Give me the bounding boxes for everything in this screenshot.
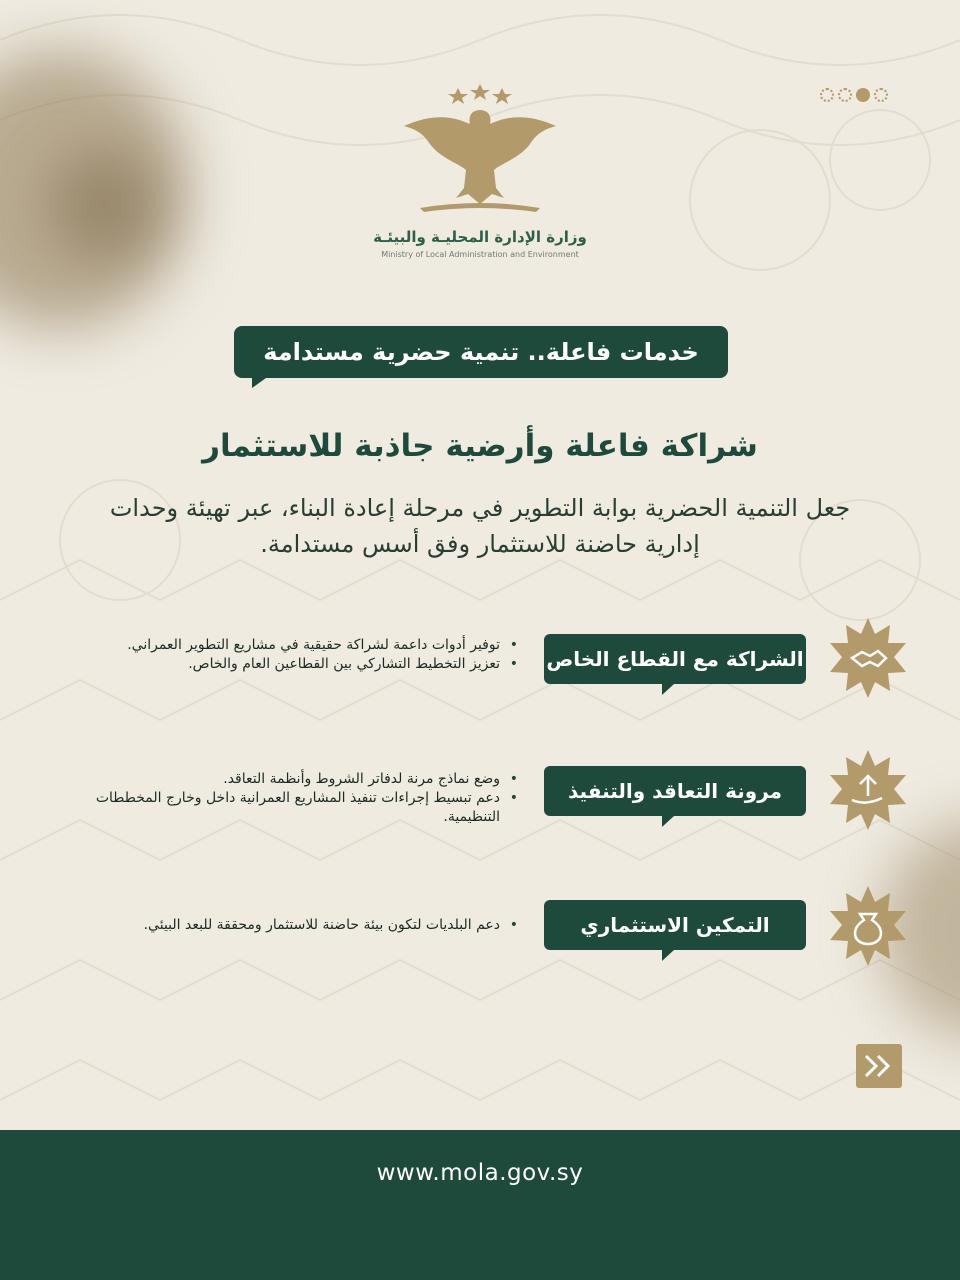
list-item: • توفير أدوات داعمة لشراكة حقيقية في مشاريع التطوير العمراني. (42, 636, 522, 655)
section-label-text: مرونة التعاقد والتنفيذ (567, 779, 783, 803)
footer-url[interactable]: www.mola.gov.sy (376, 1160, 584, 1186)
money-bag-icon (826, 884, 910, 968)
section-label-contract-flexibility (544, 766, 806, 816)
page-dot-active (856, 88, 870, 102)
page-dot (874, 88, 888, 102)
section-label-private-partnership (544, 634, 806, 684)
page-indicator (820, 88, 888, 102)
section-label-text: الشراكة مع القطاع الخاص (546, 647, 804, 671)
list-item: • تعزيز التخطيط التشاركي بين القطاعين العام والخاص. (42, 655, 522, 674)
section-points-list (42, 916, 522, 935)
double-chevron-right-icon (856, 1044, 902, 1088)
handshake-icon (826, 616, 910, 700)
lead-paragraph: جعل التنمية الحضرية بوابة التطوير في مرحلة إعادة البناء، عبر تهيئة وحدات إدارية حاضنة للاستثمار وفق أسس مستدامة. (109, 494, 851, 558)
list-item: • وضع نماذج مرنة لدفاتر الشروط وأنظمة التعاقد. (42, 770, 522, 789)
section-label-investment-enablement (544, 900, 806, 950)
section-points-list (42, 770, 522, 827)
next-chevrons-button[interactable] (856, 1044, 902, 1088)
list-item: • دعم البلديات لتكون بيئة حاضنة للاستثمار ومحققة للبعد البيئي. (42, 916, 522, 935)
page-title: شراكة فاعلة وأرضية جاذبة للاستثمار (202, 428, 758, 464)
headline-badge (234, 326, 728, 378)
section-label-text: التمكين الاستثماري (580, 913, 770, 937)
ministry-name-english: Ministry of Local Administration and Environment (381, 250, 579, 259)
headline-text: خدمات فاعلة.. تنمية حضرية مستدامة (263, 338, 699, 366)
list-item: • دعم تبسيط إجراءات تنفيذ المشاريع العمرانية داخل وخارج المخططات التنظيمية. (42, 789, 522, 827)
growth-hand-icon (826, 748, 910, 832)
footer-bar (0, 1130, 960, 1280)
eagle-emblem-logo (380, 80, 580, 230)
page-dot (838, 88, 852, 102)
page-dot (820, 88, 834, 102)
section-points-list (42, 636, 522, 674)
ministry-name-arabic: وزارة الإدارة المحليـة والبيئـة (373, 228, 587, 246)
